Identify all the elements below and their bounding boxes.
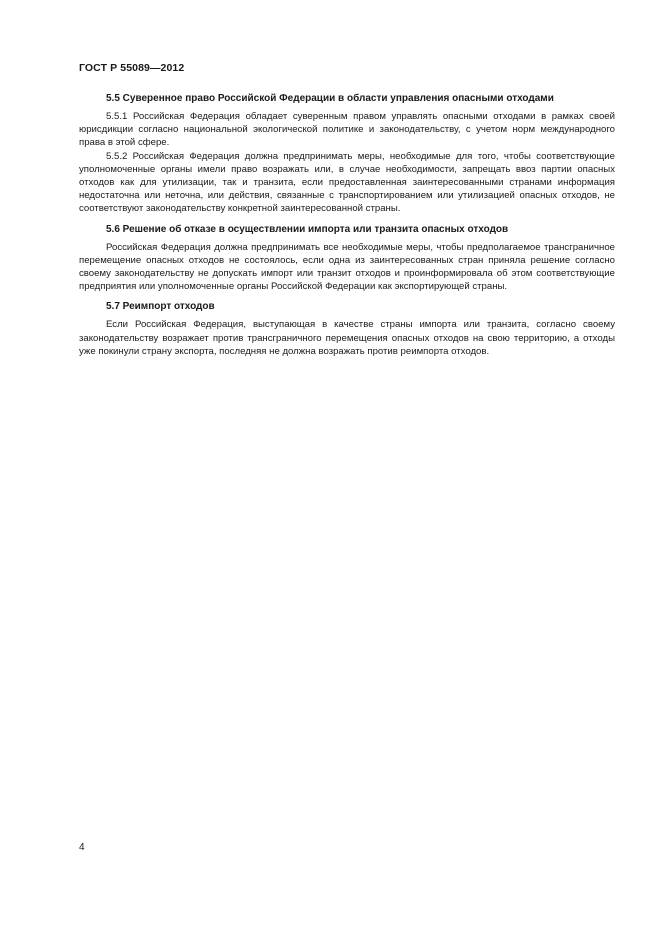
section-5-5 <box>79 92 615 216</box>
section-title: 5.6 Решение об отказе в осуществлении импорта или транзита опасных отходов <box>106 223 509 235</box>
paragraph: Если Российская Федерация, выступающая в качестве страны импорта или транзита, согласно своему законодательству возражает против трансграничного перемещения опасных отходов на свою территорию, а отходы уже покинули страну экспорта, последняя не должна возражать против реимпорта отходов. <box>79 319 615 357</box>
paragraph: Российская Федерация должна предпринимать все необходимые меры, чтобы предполагаемое трансграничное перемещение опасных отходов не состоялось, если одна из заинтересованных стран приняла решение согласно своему законодательству не допускать импорт или транзит отходов и проинформировала об этом соответствующие предприятия или уполномоченные органы Российской Федерации как экспортирующей страны. <box>79 241 615 293</box>
section-5-7 <box>79 300 615 358</box>
paragraph: 5.5.1 Российская Федерация обладает суверенным правом управлять опасными отходами в рамках своей юрисдикции согласно национальной экологической политике и законодательству, с учетом норм международного права в этой сфере. <box>79 111 615 149</box>
document-header: ГОСТ Р 55089—2012 <box>79 62 185 74</box>
document-body <box>79 92 615 365</box>
page-number: 4 <box>79 842 85 853</box>
paragraph: 5.5.2 Российская Федерация должна предпринимать меры, необходимые для того, чтобы соответствующие уполномоченные органы имели право возражать или, в случае необходимости, запрещать ввоз партии опасных отходов как для утилизации, так и транзита, если предоставленная заинтересованными странами информация недостаточна или неточна, или действия, связанные с транспортированием или утилизацией опасных отходов, не соответствуют законодательству конкретной заинтересованной страны. <box>79 150 615 215</box>
section-title: 5.5 Суверенное право Российской Федерации в области управления опасными отходами <box>106 93 554 104</box>
section-title: 5.7 Реимпорт отходов <box>106 301 215 313</box>
section-5-6 <box>79 223 615 294</box>
